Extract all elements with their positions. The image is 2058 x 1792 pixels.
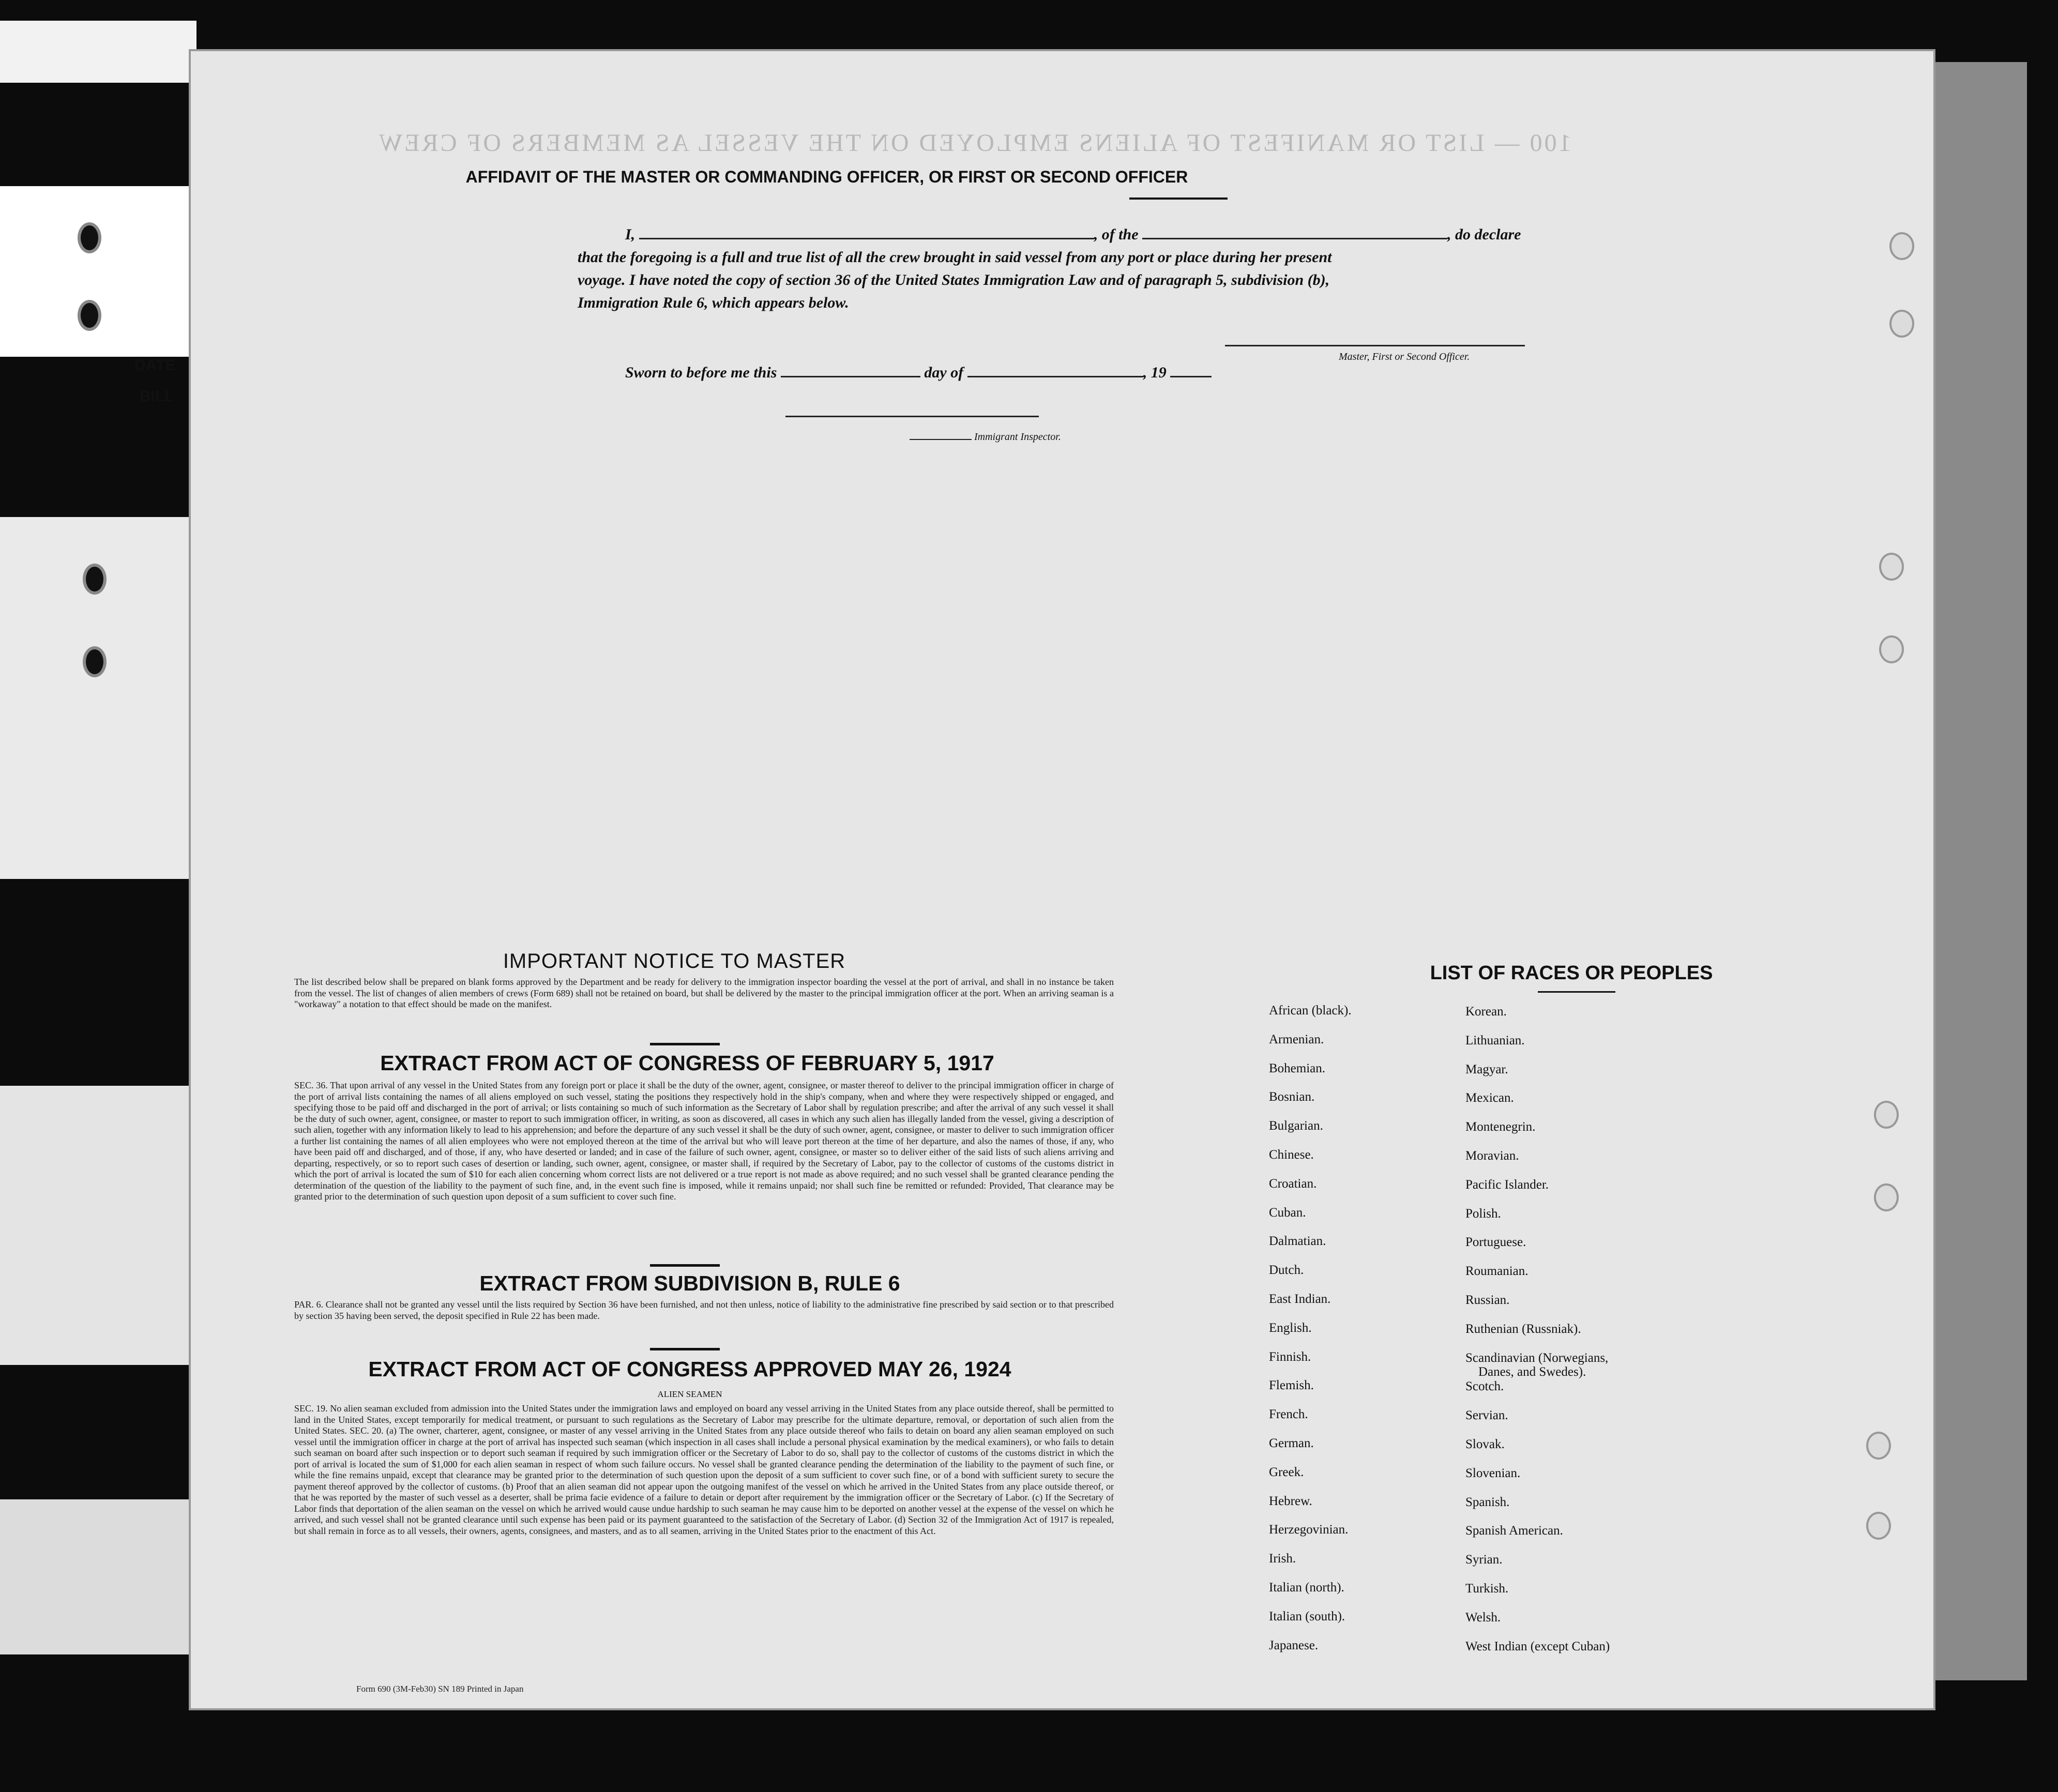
section-rule: [650, 1348, 720, 1350]
inspector-label: [910, 431, 1061, 443]
bleed-through-text: 100 — LIST OR MANIFEST OF ALIENS EMPLOYED ON THE VESSEL AS MEMBERS OF CREW: [377, 129, 1571, 157]
extract-1917-title: EXTRACT FROM ACT OF CONGRESS OF FEBRUARY 5, 1917: [380, 1051, 994, 1075]
punch-hole-icon: [1874, 1101, 1899, 1129]
sworn-year-field[interactable]: [1170, 376, 1212, 377]
race-item: Slovenian.: [1465, 1466, 1521, 1480]
year-text: , 19: [1143, 364, 1167, 381]
race-item: Mexican.: [1465, 1091, 1514, 1105]
notice-title: IMPORTANT NOTICE TO MASTER: [503, 950, 846, 973]
race-item: Russian.: [1465, 1293, 1510, 1307]
punch-hole-icon: [1889, 232, 1914, 260]
day-of-text: day of: [924, 364, 964, 381]
notice-text: The list described below shall be prepared on blank forms approved by the Department and be ready for delivery to the immigration inspector boarding the vessel at the port of arrival, and shall in no instance be taken from the vessel. The list of changes of alien members of crews (Form 689) shall not be retained on board, but shall be delivered by the master to the principal immigration officer at the port. When an arriving seaman is a "workaway" a notation to that effect should be made on the manifest.: [294, 977, 1114, 1009]
race-item: Slovak.: [1465, 1437, 1505, 1451]
race-item: Cuban.: [1269, 1205, 1306, 1220]
punch-hole-icon: [1879, 635, 1904, 663]
declarant-prefix: I,: [625, 226, 635, 243]
race-item: Portuguese.: [1465, 1235, 1526, 1250]
race-item: Ruthenian (Russniak).: [1465, 1322, 1581, 1336]
inspector-label-text: Immigrant Inspector.: [974, 431, 1061, 443]
extract-1924-text: SEC. 19. No alien seaman excluded from admission into the United States under the immigration laws and employed on board any vessel arriving in the United States from any place outside thereof, shall be permitted to land in the United States, except temporarily for medical treatment, or pursuant to such regulations as the Secretary of Labor may prescribe for the ultimate departure, removal, or deportation of such alien from the United States. SEC. 20. (a) The owner, charterer, agent, consignee, or master of any vessel arriving in the United States from any place outside thereof who fails to detain on board any alien seaman employed on such vessel until the immigration officer in charge at the port of arrival has inspected such seaman (which inspection in all cases shall include a personal physical examination by the medical examiners), or who fails to detain such seaman on board after such inspection or to deport such seaman if required by such immigration officer or the Secretary of Labor to do so, shall pay to the collector of customs of the customs district in which the port of arrival is located the sum of $1,000 for each alien seaman in respect of whom such failure occurs. No vessel shall be granted clearance pending the determination of the liability to the payment of such fine, or while the fine remains unpaid, except that clearance may be granted prior to the determination of such question upon the deposit of a sum sufficient to cover such fine, or of a bond with sufficient surety to secure the payment thereof approved by the collector of customs. (b) Proof that an alien seaman did not appear upon the outgoing manifest of the vessel on which he arrived in the United States from any place outside thereof, or that he was reported by the master of such vessel as a deserter, shall be prima facie evidence of a failure to detain or deport after requirement by the immigration officer or the Secretary of Labor. (c) If the Secretary of Labor finds that deportation of the alien seaman on the vessel on which he arrived would cause undue hardship to such seaman he may cause him to be deported on another vessel at the expense of the vessel on which he arrived, and such vessel shall not be granted clearance until such expense has been paid or its payment guaranteed to the satisfaction of the Secretary of Labor. (d) Section 32 of the Immigration Act of 1917 is repealed, but shall remain in force as to all vessels, their owners, agents, consignees, and masters, and as to all seamen, arriving in the United States prior to the enactment of this Act.: [294, 1403, 1114, 1536]
race-item: Italian (south).: [1269, 1609, 1345, 1623]
extract-rule6-text: PAR. 6. Clearance shall not be granted any vessel until the lists required by Section 36 have been furnished, and not then unless, notice of liability to the administrative fine prescribed by said section or to that prescribed by section 35 having been served, the deposit specified in Rule 22 has been made.: [294, 1299, 1114, 1321]
race-item: Scotch.: [1465, 1379, 1504, 1394]
affidavit-line-2: that the foregoing is a full and true list of all the crew brought in said vessel from any port or place during her present: [578, 249, 1332, 266]
race-item: African (black).: [1269, 1004, 1352, 1018]
section-rule: [650, 1264, 720, 1267]
punch-hole-icon: [1879, 553, 1904, 581]
race-item: French.: [1269, 1407, 1308, 1422]
races-title: LIST OF RACES OR PEOPLES: [1430, 962, 1713, 984]
punch-hole-icon: [1866, 1512, 1891, 1540]
of-the-text: , of the: [1094, 226, 1139, 243]
race-item: Dalmatian.: [1269, 1234, 1326, 1249]
race-item: Turkish.: [1465, 1582, 1509, 1596]
sworn-month-field[interactable]: [967, 376, 1143, 377]
race-item: Syrian.: [1465, 1553, 1503, 1567]
race-item: Greek.: [1269, 1465, 1304, 1479]
race-item: Korean.: [1465, 1005, 1507, 1019]
form-footer: Form 690 (3M-Feb30) SN 189 Printed in Japan: [356, 1684, 524, 1694]
race-item: Polish.: [1465, 1206, 1501, 1221]
race-item: Armenian.: [1269, 1032, 1324, 1046]
section-rule: [650, 1043, 720, 1045]
race-item: Bosnian.: [1269, 1090, 1315, 1104]
master-signature-field[interactable]: [1225, 345, 1525, 346]
background-strip: [0, 186, 196, 405]
master-signature-label: Master, First or Second Officer.: [1339, 351, 1470, 362]
background-strip: [0, 1499, 196, 1654]
binder-hole-icon: [78, 300, 101, 331]
date-label: DATE: [134, 357, 176, 374]
punch-hole-icon: [1874, 1183, 1899, 1211]
race-item: Scandinavian (Norwegians,: [1465, 1350, 1609, 1365]
extract-rule6-title: EXTRACT FROM SUBDIVISION B, RULE 6: [479, 1271, 900, 1295]
race-item: Welsh.: [1465, 1610, 1501, 1624]
race-item: Bohemian.: [1269, 1061, 1326, 1075]
race-item-continuation: Danes, and Swedes).: [1478, 1364, 1586, 1379]
race-item: English.: [1269, 1320, 1312, 1335]
binder-hole-icon: [83, 646, 107, 677]
race-item: Bulgarian.: [1269, 1119, 1323, 1133]
race-item: Magyar.: [1465, 1062, 1508, 1076]
title-rule: [1129, 198, 1228, 200]
sworn-date-field[interactable]: [781, 376, 920, 377]
race-item: Flemish.: [1269, 1378, 1314, 1393]
extract-1917-text: SEC. 36. That upon arrival of any vessel in the United States from any foreign port or place it shall be the duty of the owner, agent, consignee, or master thereof to deliver to the principal immigration officer in charge of the port of arrival lists containing the names of all aliens employed on such vessel, stating the positions they respectively hold in the ship's company, when and where they were respectively shipped or engaged, and specifying those to be paid off and discharged in the port of arrival; or lists containing so much of such information as the Secretary of Labor shall by regulation prescribe; and after the arrival of any such vessel it shall be the duty of such owner, agent, consignee, or master to report to such immigration officer, in writing, as soon as discovered, all cases in which any such alien has illegally landed from the vessel, giving a description of such alien, together with any information likely to lead to his apprehension; and before the departure of any such vessel it shall be the duty of such owner, agent, consignee, or master to deliver to such immigration officer a further list containing the names of all alien employees who were not employed thereon at the time of the arrival but who will leave port thereon at the time of her departure, and also the names of those, if any, who have been paid off and discharged, and of those, if any, who have deserted or landed; and in case of the failure of such owner, agent, consignee, or master so to deliver either of the said lists of such aliens arriving and departing, respectively, or so to report such cases of desertion or landing, such owner, agent, consignee, or master shall, if required by the Secretary of Labor, pay to the collector of customs of the customs district in which the port of arrival is located the sum of $10 for each alien concerning whom correct lists are not delivered or a true report is not made as above required; and no such vessel shall be granted clearance pending the determination of the question of the liability to the payment of such fine, and, in the event such fine is imposed, while it remains unpaid; nor shall such fine be remitted or refunded: Provided, That clearance may be granted prior to the determination of such question upon deposit of a sum sufficient to cover such fine.: [294, 1080, 1114, 1202]
race-item: Spanish.: [1465, 1495, 1510, 1509]
bill-label: BILL: [140, 388, 174, 405]
race-item: Herzegovinian.: [1269, 1523, 1349, 1537]
affidavit-line-3: voyage. I have noted the copy of section 36 of the United States Immigration Law and of paragraph 5, subdivision (b),: [578, 271, 1330, 288]
affidavit-line-1: [625, 226, 1521, 244]
race-item: Italian (north).: [1269, 1581, 1344, 1594]
races-rule: [1538, 991, 1615, 993]
race-item: Croatian.: [1269, 1176, 1317, 1191]
race-item: Moravian.: [1465, 1149, 1519, 1163]
vessel-field[interactable]: [1142, 238, 1447, 239]
binder-hole-icon: [83, 564, 107, 595]
race-item: Pacific Islander.: [1465, 1177, 1549, 1192]
affidavit-title: AFFIDAVIT OF THE MASTER OR COMMANDING OFFICER, OR FIRST OR SECOND OFFICER: [465, 168, 1188, 186]
do-declare-text: , do declare: [1447, 226, 1521, 243]
race-item: Hebrew.: [1269, 1494, 1312, 1508]
race-item: Montenegrin.: [1465, 1120, 1536, 1134]
punch-hole-icon: [1866, 1432, 1891, 1460]
race-item: Roumanian.: [1465, 1264, 1529, 1279]
extract-1924-subtitle: ALIEN SEAMEN: [657, 1389, 722, 1399]
race-item: Dutch.: [1269, 1263, 1304, 1278]
race-item: Servian.: [1465, 1408, 1508, 1423]
race-item: East Indian.: [1269, 1292, 1331, 1306]
name-field[interactable]: [639, 238, 1094, 239]
extract-1924-title: EXTRACT FROM ACT OF CONGRESS APPROVED MAY 26, 1924: [368, 1357, 1011, 1381]
race-item: German.: [1269, 1436, 1314, 1450]
race-item: Spanish American.: [1465, 1524, 1563, 1538]
background-strip: [0, 21, 196, 83]
affidavit-line-4: Immigration Rule 6, which appears below.: [578, 294, 849, 311]
binder-hole-icon: [78, 222, 101, 253]
background-strip: [0, 1086, 196, 1365]
inspector-signature-field[interactable]: [785, 416, 1039, 417]
punch-hole-icon: [1889, 310, 1914, 338]
inspector-dash: [910, 439, 972, 440]
race-item: Lithuanian.: [1465, 1033, 1525, 1047]
race-item: Chinese.: [1269, 1148, 1314, 1162]
race-item: Japanese.: [1269, 1638, 1319, 1652]
race-item: Finnish.: [1269, 1349, 1311, 1364]
form-page: [189, 49, 1935, 1710]
race-item: West Indian (except Cuban): [1465, 1639, 1610, 1653]
sworn-line: [625, 364, 1212, 382]
race-item: Irish.: [1269, 1552, 1296, 1566]
sworn-text: Sworn to before me this: [625, 364, 777, 381]
